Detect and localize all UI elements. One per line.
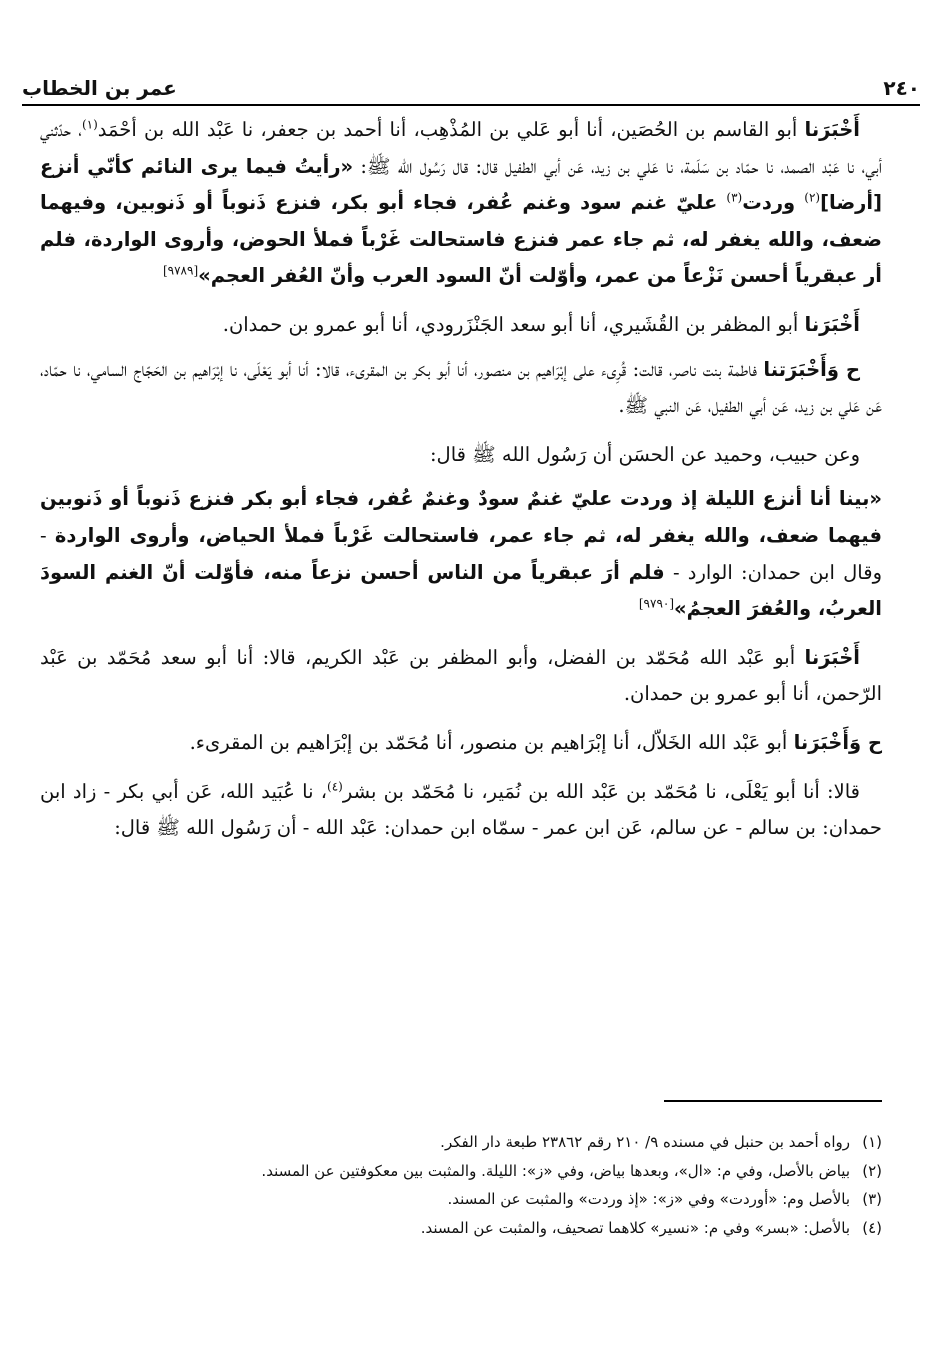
hadith-text: عليّ غنم سود وغنم عُفر، فجاء أبو بكر، فنزع ذَنوباً أو ذَنوبين، وفيهما ضعف، والله يغفر له، ثم جاء عمر فنزع فاستحالت غَرْباً فملأ الحوض، وأروى الواردة، فلم أر عبقرياً أحسن نَزْعاً من عمر، وأوّلت أنّ السود العرب وأنّ العُفر العجم» [40, 191, 882, 288]
transmission-lead: أَخْبَرَنا [804, 312, 860, 336]
narrator-note: - وقال ابن حمدان: الوارد - [40, 523, 882, 584]
paragraph-8 [40, 774, 882, 847]
isnad-text: ، حدّثني أبي، نا عَبْد الصمد، نا حمّاد بن سَلَمة، نا عَلي بن زيد، عَن أبي الطفيل قال: قال رَسُول الله ﷺ: [40, 118, 882, 178]
hadith-text: فلم أرَ عبقرياً من الناس أحسن نزعاً منه، فأوّلت أنّ الغنم السودَ العربُ، والعُفرَ العجمُ» [40, 560, 882, 621]
paragraph-3 [40, 352, 882, 425]
footnote-1 [40, 1128, 882, 1157]
main-text [40, 112, 882, 855]
running-header [22, 62, 920, 106]
transmission-lead: أَخْبَرَنا [804, 118, 860, 141]
footnote-number: (١) [862, 1133, 882, 1151]
page-number: ٢٤٠ [883, 76, 920, 100]
paragraph-6 [40, 640, 882, 713]
paragraph-5 [40, 481, 882, 627]
footnote-marker: (١) [81, 117, 98, 132]
isnad-text: أبو عَبْد الله الخَلاّل، أنا إبْرَاهيم بن منصور، أنا مُحَمّد بن إبْرَاهيم بن المقرىء. [189, 730, 794, 754]
transmission-lead: ح وَأَخْبَرَتنا [763, 357, 860, 381]
footnote-text: رواه أحمد بن حنبل في مسنده ٩/ ٢١٠ رقم ٢٣٨٦٢ طبعة دار الفكر. [440, 1133, 850, 1151]
footnote-3 [40, 1185, 882, 1214]
footnote-text: بياض بالأصل، وفي م: «ال»، وبعدها بياض، وفي «ز»: الليلة. والمثبت بين معكوفتين عن المسند. [261, 1161, 850, 1180]
footnote-separator [664, 1100, 882, 1102]
paragraph-1 [40, 112, 882, 295]
footnotes [40, 1128, 882, 1242]
hadith-text: «رأيتُ فيما يرى النائم كأنّي أنزع [أرضا] [40, 154, 882, 215]
isnad-text: أبو المظفر بن القُشَيري، أنا أبو سعد الجَنْزَرودي، أنا أبو عمرو بن حمدان. [222, 312, 805, 336]
paragraph-2 [40, 307, 882, 344]
footnote-marker: (٢) [804, 190, 821, 205]
isnad-text: فاطمة بنت ناصر، قالت: قُرِىء على إبْرَاهيم بن منصور، أنا أبو بكر بن المقرىء، قالا: أنا أبو يَعْلَى، نا إبْرَاهيم بن الحَجّاج السامي، نا حمّاد، عَن عَلي بن زيد، عَن أبي الطفيل، عَن النبي ﷺ. [40, 357, 882, 418]
isnad-text: وعن حبيب، وحميد عن الحسَن أن رَسُول الله ﷺ قال: [429, 442, 860, 466]
hadith-text: «بينا أنا أنزع الليلة إذ وردت عليّ غنمٌ سودٌ وغنمٌ عُفر، فجاء أبو بكر فنزع ذَنوباً أو ذَنوبين فيهما ضعف، والله يغفر له، ثم جاء عمر، فاستحالت غَرْباً فملأ الحياض، وأروى الواردة [40, 487, 882, 547]
running-title: عمر بن الخطاب [22, 76, 177, 100]
isnad-text: أبو القاسم بن الحُصَين، أنا أبو عَلي بن المُذْهِب، أنا أحمد بن جعفر، نا عَبْد الله بن أحْمَد [97, 118, 805, 141]
hadith-number: [٩٧٩٠] [638, 596, 675, 611]
paragraph-4 [40, 437, 882, 474]
footnote-text: بالأصل: «بسر» وفي م: «نسير» كلاهما تصحيف، والمثبت عن المسند. [420, 1218, 850, 1237]
transmission-lead: أَخْبَرَنا [804, 645, 860, 669]
isnad-text: قالا: أنا أبو يَعْلَى، نا مُحَمّد بن عَبْد الله بن نُمَير، نا مُحَمّد بن بشر [342, 779, 861, 803]
footnote-marker: (٤) [327, 779, 343, 793]
isnad-text: ، نا عُبَيد الله، عَن أبي بكر - زاد ابن حمدان: بن سالم - عن سالم، عَن ابن عمر - سمّاه ابن حمدان: عَبْد الله - أن رَسُول الله ﷺ قال: [40, 779, 882, 840]
footnote-number: (٢) [862, 1161, 882, 1180]
footnote-number: (٤) [862, 1218, 882, 1237]
hadith-number: [٩٧٨٩] [162, 263, 199, 278]
paragraph-7 [40, 725, 882, 762]
isnad-text: أبو عَبْد الله مُحَمّد بن الفضل، وأبو المظفر بن عَبْد الكريم، قالا: أنا أبو سعد مُحَمّد بن عَبْد الرّحمن، أنا أبو عمرو بن حمدان. [40, 645, 882, 706]
footnote-number: (٣) [862, 1190, 882, 1208]
footnote-text: بالأصل وم: «أوردت» وفي «ز»: «إذ وردت» والمثبت عن المسند. [447, 1190, 850, 1208]
hadith-text: وردت [742, 191, 805, 215]
footnote-2 [40, 1157, 882, 1186]
footnote-marker: (٣) [726, 190, 743, 205]
transmission-lead: ح وَأَخْبَرَنا [793, 730, 882, 754]
footnote-4 [40, 1214, 882, 1243]
